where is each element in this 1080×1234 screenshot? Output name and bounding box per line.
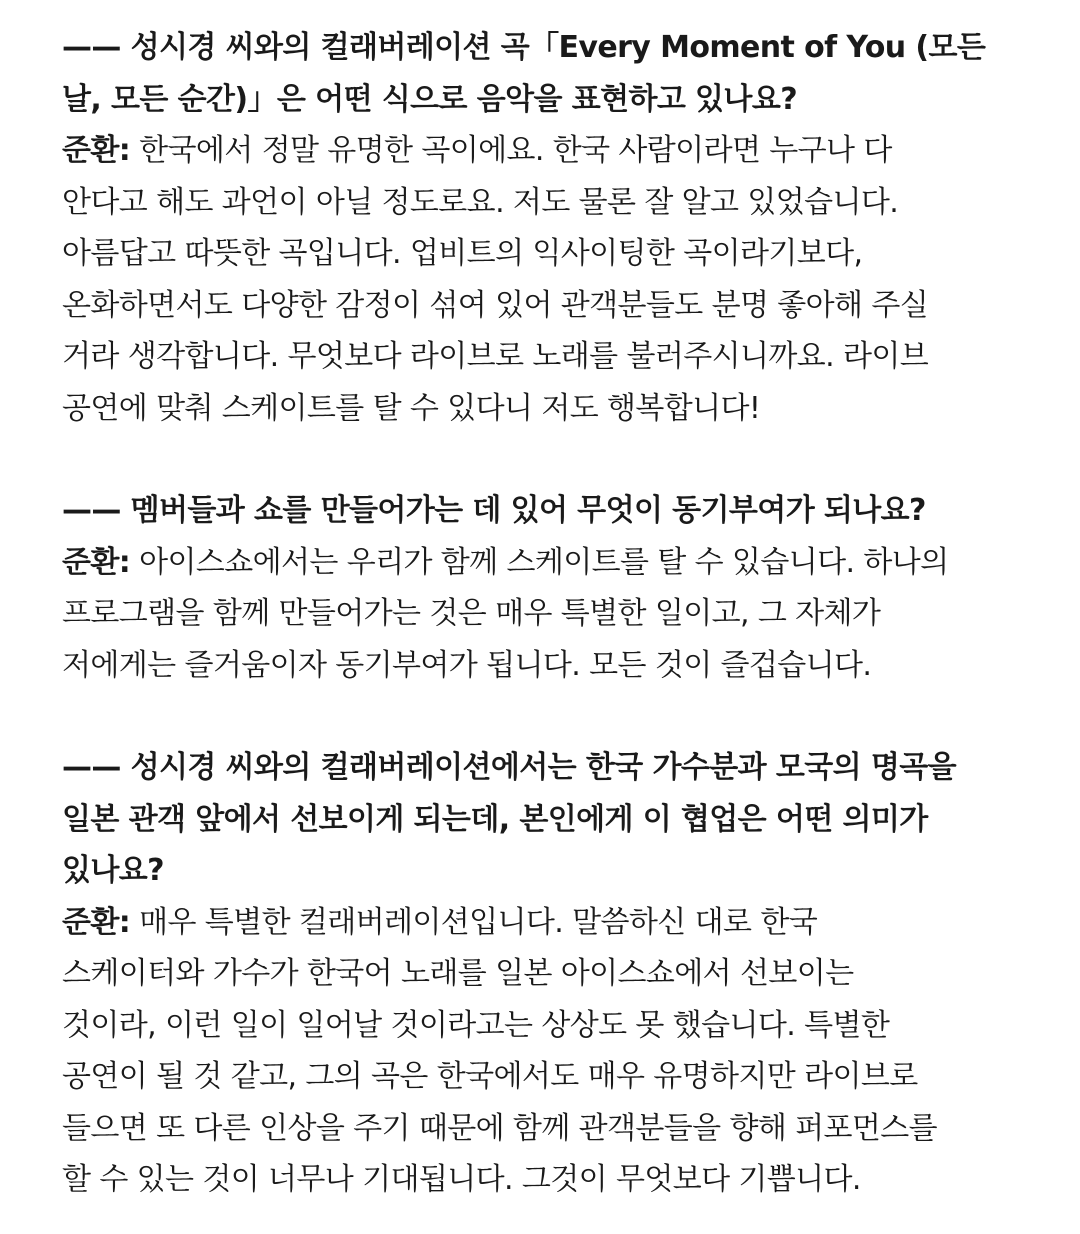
answer-line: 온화하면서도 다양한 감정이 섞여 있어 관객분들도 분명 좋아해 주실 [62,287,929,323]
answer-line: 저에게는 즐거움이자 동기부여가 됩니다. 모든 것이 즐겁습니다. [62,647,872,683]
answer-line: 할 수 있는 것이 너무나 기대됩니다. 그것이 무엇보다 기쁩니다. [62,1162,861,1197]
answer-line: 아름답고 따뜻한 곡입니다. 업비트의 익사이팅한 곡이라기보다, [62,236,863,271]
answer-text: 한국에서 정말 유명한 곡이에요. 한국 사람이라면 누구나 다 [130,133,892,168]
question-line: 일본 관객 앞에서 선보이게 되는데, 본인에게 이 협업은 어떤 의미가 [62,801,928,837]
answer-line: 거라 생각합니다. 무엇보다 라이브로 노래를 불러주시니까요. 라이브 [62,339,929,374]
answer-text: 아이스쇼에서는 우리가 함께 스케이트를 탈 수 있습니다. 하나의 [130,544,949,580]
question-line: —— 성시경 씨와의 컬래버레이션 곡「Every Moment of You (모든 [62,30,986,65]
question-line: 날, 모든 순간)」은 어떤 식으로 음악을 표현하고 있나요? [62,81,797,117]
qa-block [62,742,1052,1206]
qa-block [62,485,1052,691]
speaker-label: 준환: [62,544,131,580]
question-line: —— 멤버들과 쇼를 만들어가는 데 있어 무엇이 동기부여가 되나요? [62,493,926,528]
answer-line: 공연에 맞춰 스케이트를 탈 수 있다니 저도 행복합니다! [62,390,761,426]
qa-block [62,22,1052,434]
answer-line: 스케이터와 가수가 한국어 노래를 일본 아이스쇼에서 선보이는 [62,956,854,991]
speaker-label: 준환: [62,133,131,168]
question-line: 있나요? [62,853,164,888]
answer-line: 들으면 또 다른 인상을 주기 때문에 함께 관객분들을 향해 퍼포먼스를 [62,1110,938,1146]
answer-text: 매우 특별한 컬래버레이션입니다. 말씀하신 대로 한국 [130,904,818,940]
answer-line: 공연이 될 것 같고, 그의 곡은 한국에서도 매우 유명하지만 라이브로 [62,1059,918,1094]
question-line: —— 성시경 씨와의 컬래버레이션에서는 한국 가수분과 모국의 명곡을 [62,750,956,785]
interview-question [62,485,1052,537]
interview-article [62,22,1052,1206]
interview-answer [62,125,1052,434]
answer-line [62,537,1052,589]
speaker-label: 준환: [62,904,131,940]
interview-question [62,22,1052,125]
answer-line [62,897,1052,949]
answer-line: 안다고 해도 과언이 아닐 정도로요. 저도 물론 잘 알고 있었습니다. [62,184,899,220]
interview-question [62,742,1052,897]
answer-line: 것이라, 이런 일이 일어날 것이라고는 상상도 못 했습니다. 특별한 [62,1007,890,1043]
answer-line [62,125,1052,177]
answer-line: 프로그램을 함께 만들어가는 것은 매우 특별한 일이고, 그 자체가 [62,596,881,631]
interview-answer [62,537,1052,692]
interview-answer [62,897,1052,1206]
